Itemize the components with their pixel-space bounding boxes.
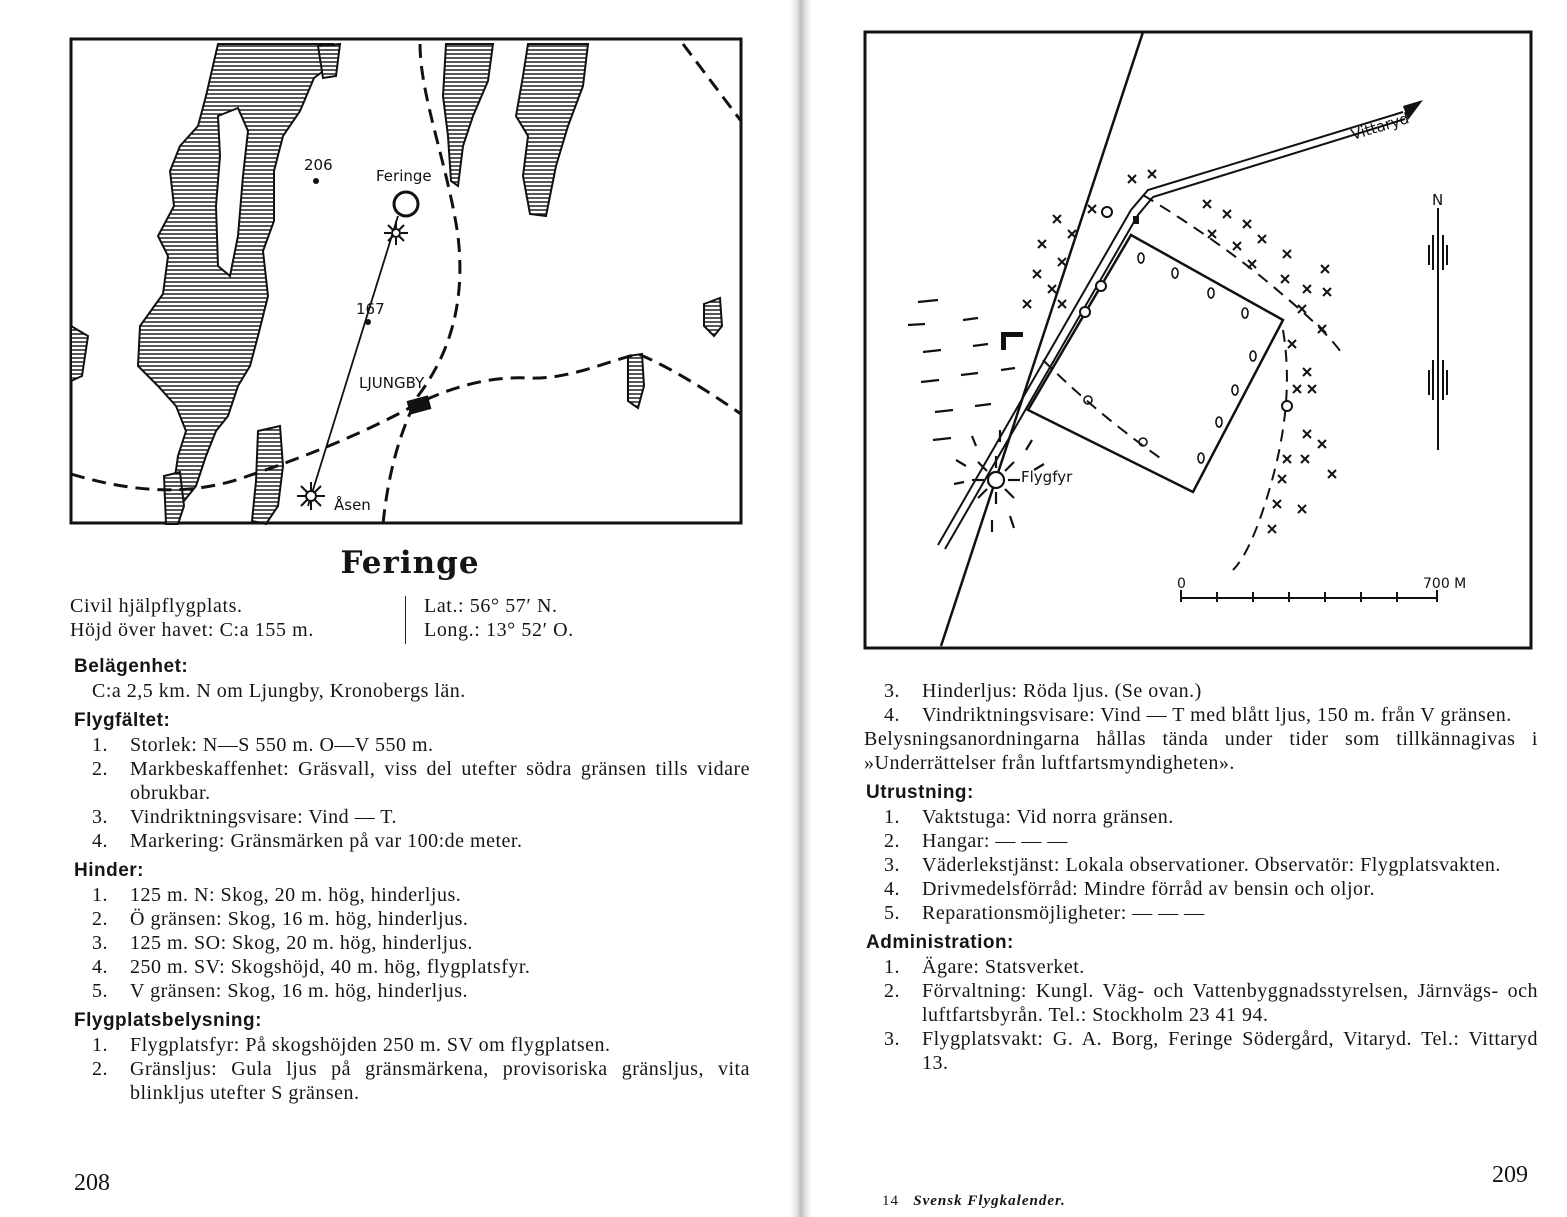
list-item: 2. Förvaltning: Kungl. Väg- och Vattenbyggnadsstyrelsen, Järnvägs- och luftfartsbyrån. Tel.: Stockholm 23 41 94.	[884, 980, 1538, 1026]
label-206: 206	[304, 156, 333, 174]
altitude: Höjd över havet: C:a 155 m.	[70, 619, 314, 641]
list-item: 2. Hangar: — — —	[884, 830, 1068, 852]
lake-north	[318, 44, 340, 78]
label-167: 167	[356, 300, 385, 318]
label-north: N	[1432, 191, 1444, 209]
list-item: 2. Ö gränsen: Skog, 16 m. hög, hinderljus.	[92, 908, 469, 930]
list-item: 4. Drivmedelsförråd: Mindre förråd av bensin och oljor.	[884, 878, 1376, 900]
section-heading-flygfaltet: Flygfältet:	[74, 710, 171, 731]
label-vittaryd: Vittaryd	[1348, 109, 1412, 144]
list-item: 1. Flygplatsfyr: På skogshöjden 250 m. SV om flygplatsen.	[92, 1034, 611, 1056]
page-number-right: 209	[1492, 1162, 1528, 1188]
label-scale-start: 0	[1177, 576, 1186, 592]
list-item: 1. Ägare: Statsverket.	[884, 956, 1085, 978]
section-heading-hinder: Hinder:	[74, 860, 144, 881]
list-item: 2. Gränsljus: Gula ljus på gränsmärkena, provisoriska gränsljus, vita blinkljus utefter S gränsen.	[92, 1058, 750, 1104]
label-asen: Åsen	[334, 496, 371, 514]
footer-title: Svensk Flygkalender.	[913, 1193, 1066, 1209]
list-item: 3. Hinderljus: Röda ljus. (Se ovan.)	[884, 680, 1202, 702]
latitude: Lat.: 56° 57′ N.	[424, 595, 558, 617]
label-feringe: Feringe	[376, 167, 432, 185]
lake-south-2	[164, 472, 184, 524]
list-item: 4. Markering: Gränsmärken på var 100:de meter.	[92, 830, 523, 852]
section-heading-utrustning: Utrustning:	[866, 782, 974, 803]
airfield-diagram	[863, 30, 1533, 650]
label-scale-end: 700 M	[1423, 576, 1467, 592]
elevation-point-206	[313, 178, 319, 184]
list-item: 3. Väderlekstjänst: Lokala observationer. Observatör: Flygplatsvakten.	[884, 854, 1501, 876]
list-item: 4. Vindriktningsvisare: Vind — T med blått ljus, 150 m. från V gränsen.	[884, 704, 1512, 726]
list-item: 1. Vaktstuga: Vid norra gränsen.	[884, 806, 1174, 828]
label-flygfyr: Flygfyr	[1021, 468, 1073, 486]
airfield-diagram-svg	[863, 30, 1533, 650]
coords-right	[424, 594, 574, 642]
right-text-column	[862, 679, 1538, 1075]
belagenhet-text: C:a 2,5 km. N om Ljungby, Kronobergs län.	[92, 680, 466, 702]
section-heading-administration: Administration:	[866, 932, 1014, 953]
elevation-point-167	[365, 319, 371, 325]
list-item: 3. Flygplatsvakt: G. A. Borg, Feringe Södergård, Vitaryd. Tel.: Vittaryd 13.	[884, 1028, 1538, 1074]
guard-hut	[1133, 216, 1139, 224]
footer-note	[882, 1193, 1066, 1210]
right-page	[800, 0, 1567, 1217]
list-item: 4. 250 m. SV: Skogshöjd, 40 m. hög, flygplatsfyr.	[92, 956, 531, 978]
footer-number: 14	[882, 1193, 899, 1209]
list-item: 3. Vindriktningsvisare: Vind — T.	[92, 806, 398, 828]
beacon-asen	[297, 482, 325, 510]
region-map	[68, 36, 744, 526]
label-ljungby: LJUNGBY	[359, 374, 425, 392]
section-heading-flygplatsbelysning: Flygplatsbelysning:	[74, 1010, 262, 1031]
page-title: Feringe	[340, 545, 480, 581]
left-text-column	[70, 655, 750, 1105]
coords-divider	[405, 596, 407, 644]
belysning-paragraph: Belysningsanordningarna hållas tända under tider som tillkännagivas i »Underrättelser från luftfartsmyndigheten».	[864, 728, 1538, 774]
list-item: 2. Markbeskaffenhet: Gräsvall, viss del utefter södra gränsen tills vidare obrukbar.	[92, 758, 750, 804]
list-item: 5. Reparationsmöjligheter: — — —	[884, 902, 1205, 924]
longitude: Long.: 13° 52′ O.	[424, 619, 574, 641]
section-heading-belagenhet: Belägenhet:	[74, 656, 189, 677]
region-map-svg	[68, 36, 744, 526]
feringe-airfield-marker	[394, 192, 418, 216]
list-item: 5. V gränsen: Skog, 16 m. hög, hinderljus.	[92, 980, 469, 1002]
list-item: 1. Storlek: N—S 550 m. O—V 550 m.	[92, 734, 434, 756]
airfield-type: Civil hjälpflygplats.	[70, 595, 243, 617]
list-item: 3. 125 m. SO: Skog, 20 m. hög, hinderljus.	[92, 932, 473, 954]
page-number-left: 208	[74, 1170, 110, 1196]
coords-left	[70, 594, 314, 642]
list-item: 1. 125 m. N: Skog, 20 m. hög, hinderljus.	[92, 884, 462, 906]
